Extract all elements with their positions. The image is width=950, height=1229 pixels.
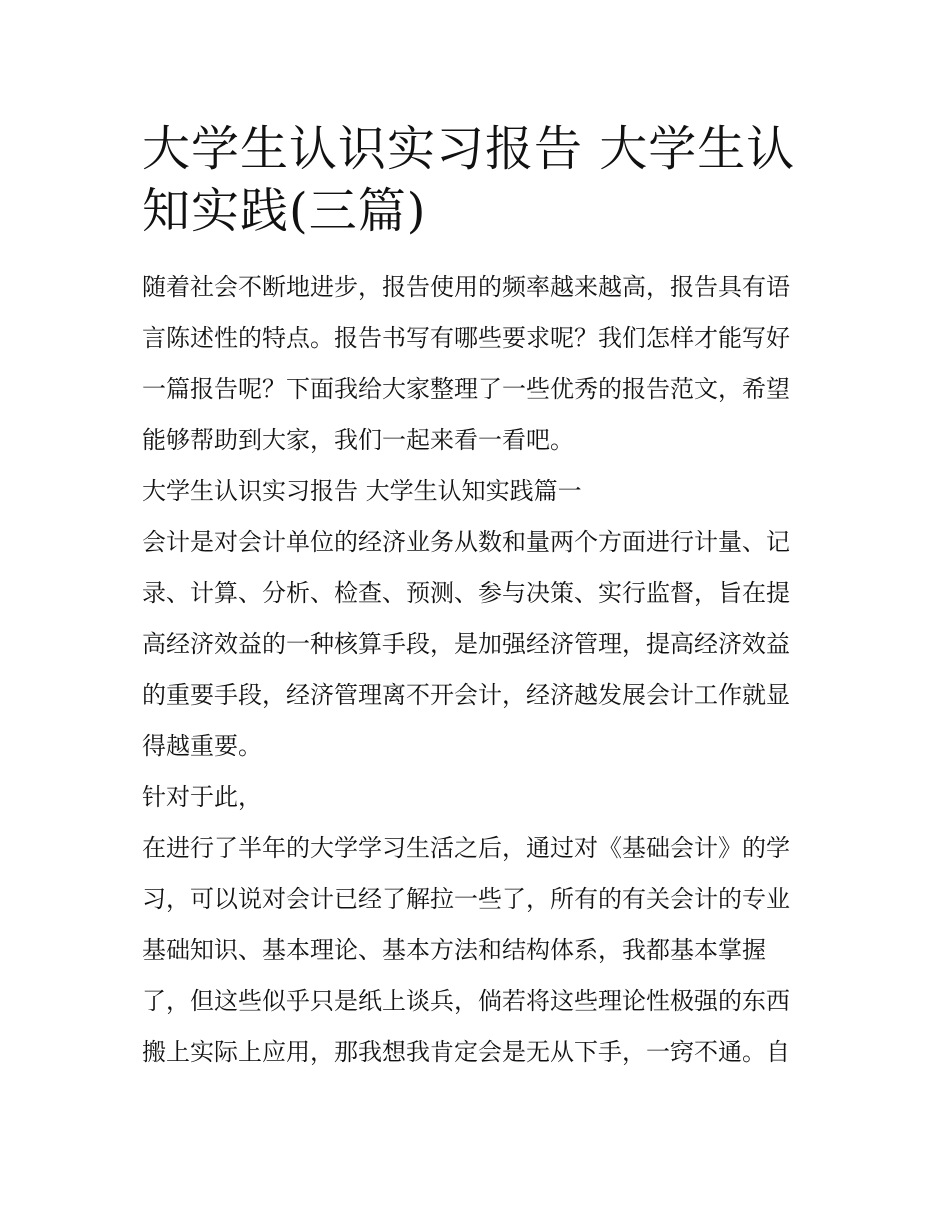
text-line: 在进行了半年的大学学习生活之后，通过对《基础会计》的学	[142, 834, 790, 862]
text-line: 一篇报告呢？下面我给大家整理了一些优秀的报告范文，希望	[142, 375, 790, 403]
text-line: 了，但这些似乎只是纸上谈兵，倘若将这些理论性极强的东西	[142, 987, 790, 1015]
text-line: 针对于此，	[142, 783, 262, 811]
text-line: 基础知识、基本理论、基本方法和结构体系，我都基本掌握	[142, 936, 766, 964]
text-line: 得越重要。	[142, 732, 262, 760]
text-line: 言陈述性的特点。报告书写有哪些要求呢？我们怎样才能写好	[142, 324, 790, 352]
text-line: 搬上实际上应用，那我想我肯定会是无从下手，一窍不通。自	[142, 1038, 790, 1066]
text-line: 的重要手段，经济管理离不开会计，经济越发展会计工作就显	[142, 681, 790, 709]
text-line: 随着社会不断地进步，报告使用的频率越来越高，报告具有语	[142, 273, 790, 301]
text-line: 高经济效益的一种核算手段，是加强经济管理，提高经济效益	[142, 630, 790, 658]
text-line: 习，可以说对会计已经了解拉一些了，所有的有关会计的专业	[142, 885, 790, 913]
text-line: 会计是对会计单位的经济业务从数和量两个方面进行计量、记	[142, 528, 790, 556]
section-heading: 大学生认识实习报告 大学生认知实践篇一	[142, 477, 582, 505]
text-line: 录、计算、分析、检查、预测、参与决策、实行监督，旨在提	[142, 579, 790, 607]
document-body	[142, 262, 814, 1078]
document-page	[142, 118, 814, 1078]
text-line: 能够帮助到大家，我们一起来看一看吧。	[142, 426, 574, 454]
document-title: 大学生认识实习报告 大学生认 知实践(三篇)	[142, 121, 796, 239]
